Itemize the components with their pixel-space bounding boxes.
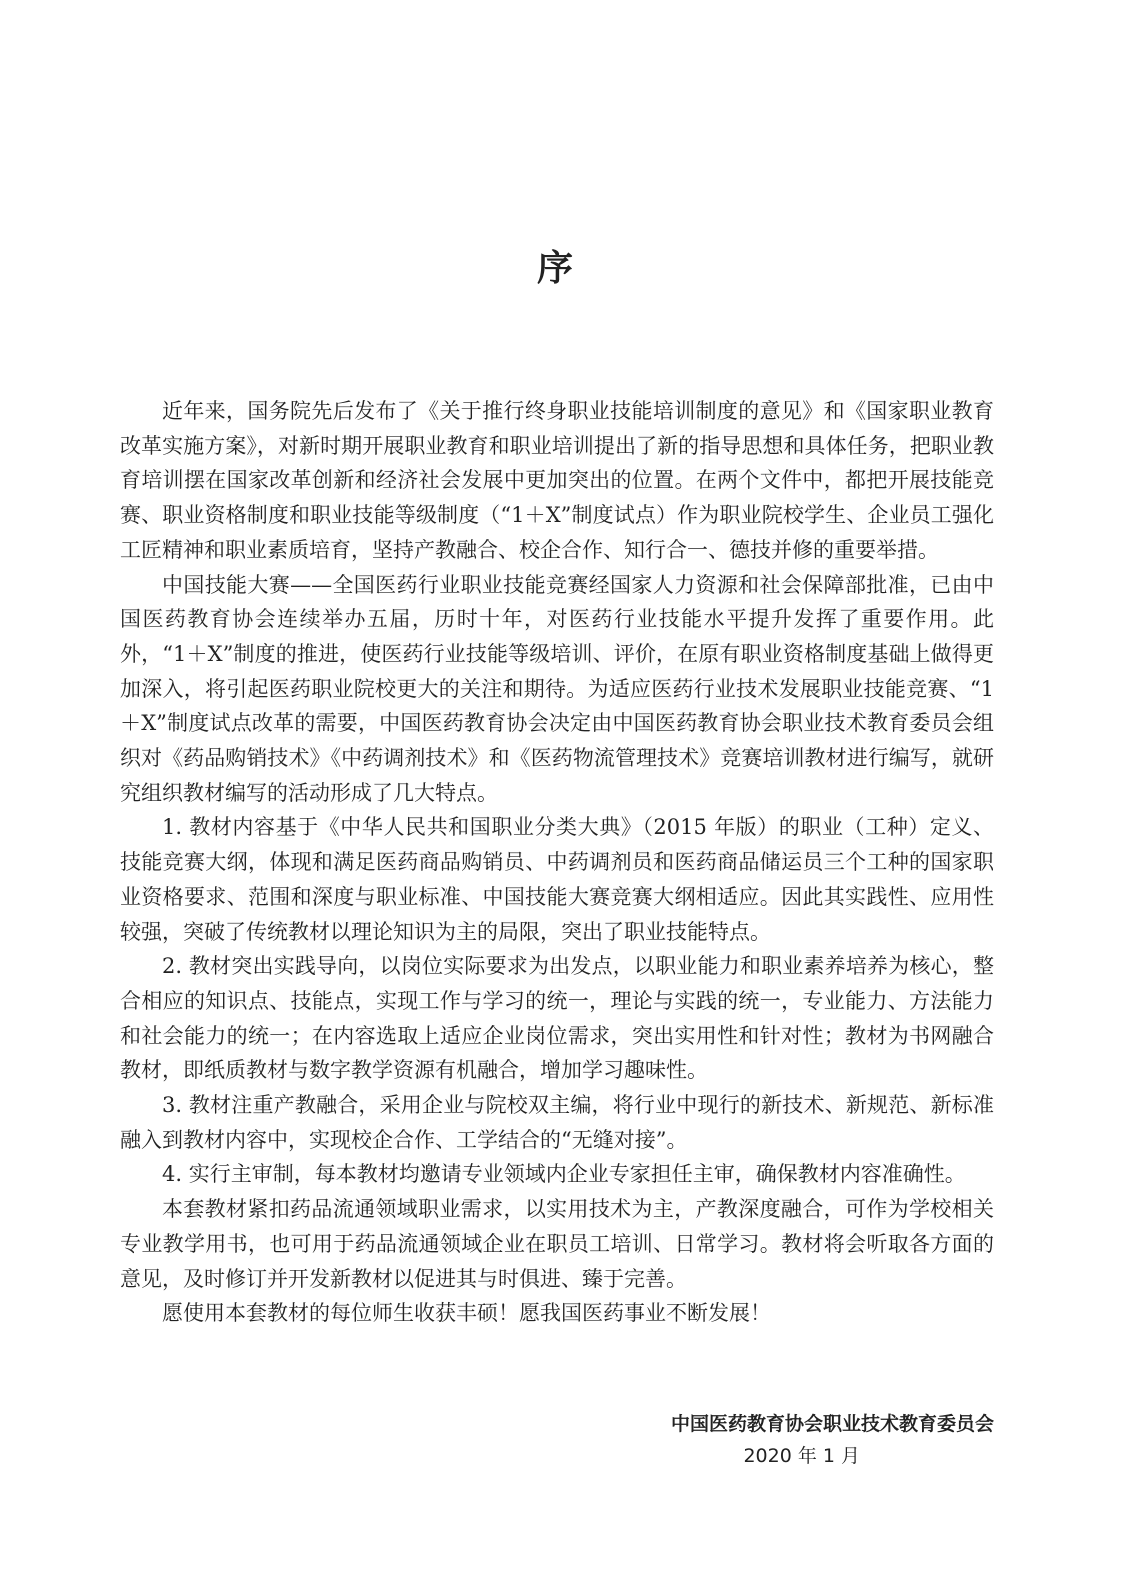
paragraph-8: 愿使用本套教材的每位师生收获丰硕！愿我国医药事业不断发展！ [162,1301,771,1326]
paragraph-7: 本套教材紧扣药品流通领域职业需求，以实用技术为主，产教深度融合，可作为学校相关专业教学用书，也可用于药品流通领域企业在职员工培训、日常学习。教材将会听取各方面的意见，及时修订并开发新教材以促进其与时俱进、臻于完善。 [120,1197,994,1291]
paragraph-5: 3. 教材注重产教融合，采用企业与院校双主编，将行业中现行的新技术、新规范、新标准融入到教材内容中，实现校企合作、工学结合的“无缝对接”。 [120,1093,994,1152]
paragraph-4: 2. 教材突出实践导向，以岗位实际要求为出发点，以职业能力和职业素养培养为核心，整合相应的知识点、技能点，实现工作与学习的统一，理论与实践的统一，专业能力、方法能力和社会能力的统一；在内容选取上适应企业岗位需求，突出实用性和针对性；教材为书网融合教材，即纸质教材与数字教学资源有机融合，增加学习趣味性。 [120,954,994,1083]
signature-date: 2020 年 1 月 [743,1445,860,1467]
signature-organization: 中国医药教育协会职业技术教育委员会 [670,1413,994,1435]
paragraph-1: 近年来，国务院先后发布了《关于推行终身职业技能培训制度的意见》和《国家职业教育改革实施方案》，对新时期开展职业教育和职业培训提出了新的指导思想和具体任务，把职业教育培训摆在国家改革创新和经济社会发展中更加突出的位置。在两个文件中，都把开展技能竞赛、职业资格制度和职业技能等级制度（“1＋X”制度试点）作为职业院校学生、企业员工强化工匠精神和职业素质培育，坚持产教融合、校企合作、知行合一、德技并修的重要举措。 [120,399,994,562]
paragraph-3: 1. 教材内容基于《中华人民共和国职业分类大典》（2015 年版）的职业（工种）定义、技能竞赛大纲，体现和满足医药商品购销员、中药调剂员和医药商品储运员三个工种的国家职业资格要求、范围和深度与职业标准、中国技能大赛竞赛大纲相适应。因此其实践性、应用性较强，突破了传统教材以理论知识为主的局限，突出了职业技能特点。 [120,815,994,944]
preface-body [120,394,994,1331]
paragraph-6: 4. 实行主审制，每本教材均邀请专业领域内企业专家担任主审，确保教材内容准确性。 [162,1162,966,1187]
page-title: 序 [536,247,573,289]
signature-block [0,1408,994,1472]
paragraph-2: 中国技能大赛——全国医药行业职业技能竞赛经国家人力资源和社会保障部批准，已由中国医药教育协会连续举办五届，历时十年，对医药行业技能水平提升发挥了重要作用。此外，“1＋X”制度的推进，使医药行业技能等级培训、评价，在原有职业资格制度基础上做得更加深入，将引起医药职业院校更大的关注和期待。为适应医药行业技术发展职业技能竞赛、“1＋X”制度试点改革的需要，中国医药教育协会决定由中国医药教育协会职业技术教育委员会组织对《药品购销技术》《中药调剂技术》和《医药物流管理技术》竞赛培训教材进行编写，就研究组织教材编写的活动形成了几大特点。 [120,572,994,805]
